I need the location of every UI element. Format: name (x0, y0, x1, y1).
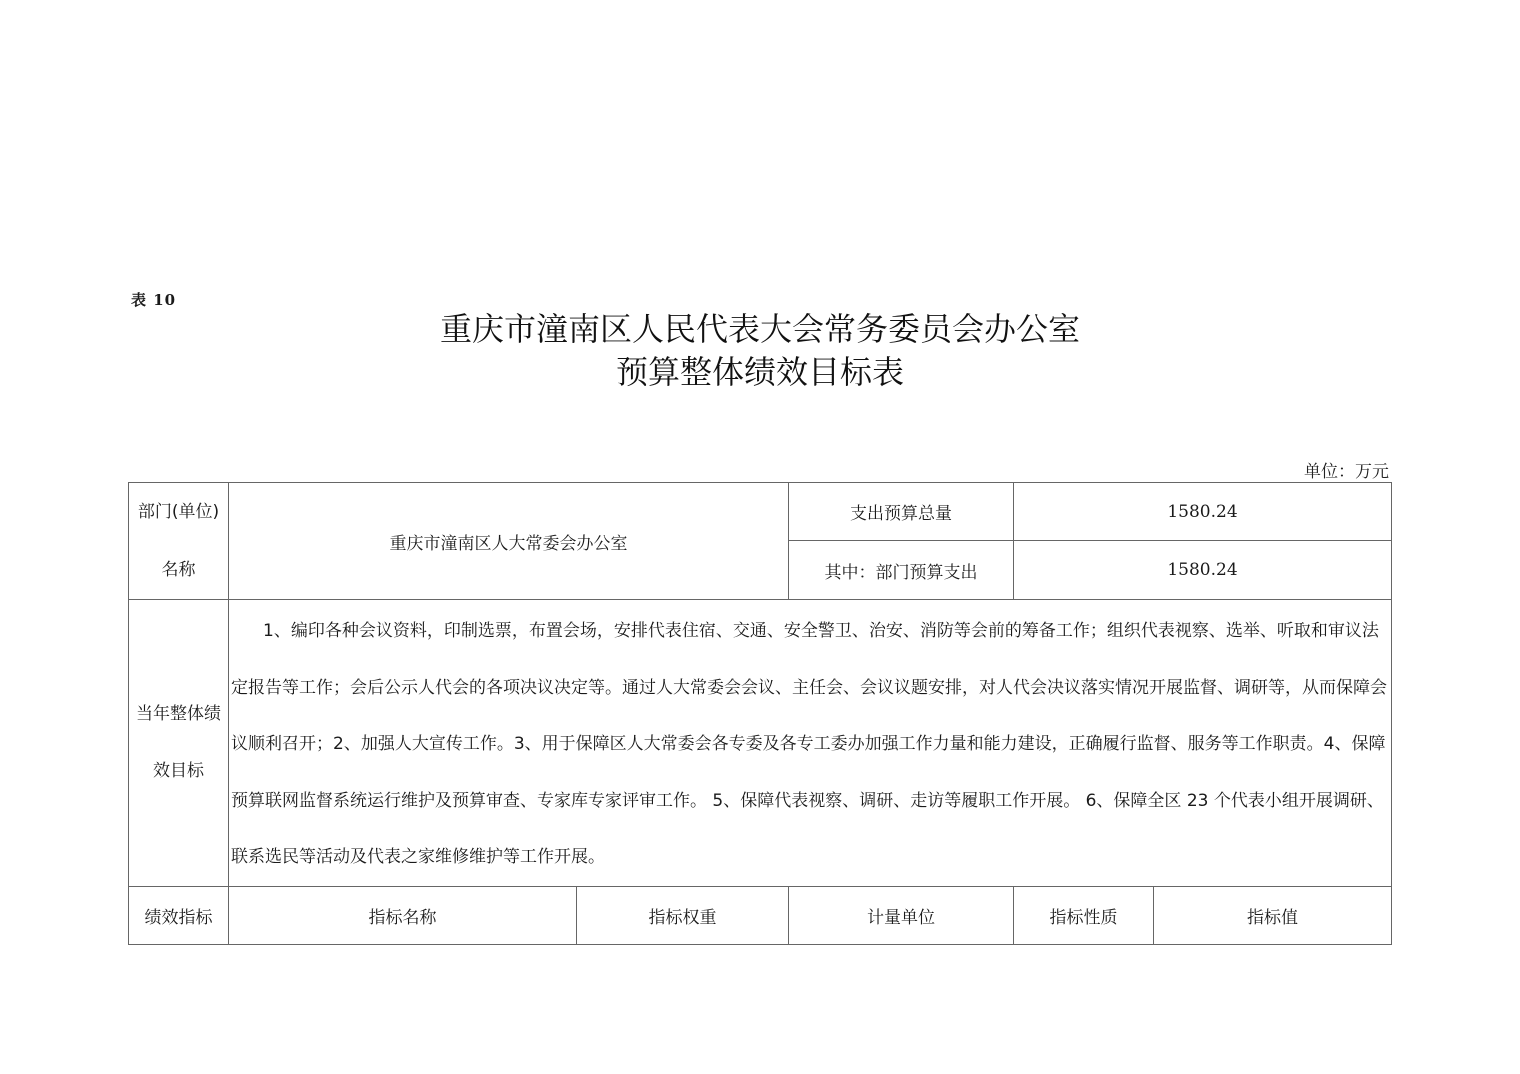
table-row (129, 600, 1392, 887)
dept-label-cell (129, 483, 229, 600)
performance-goal-table (128, 482, 1392, 945)
document-title-line1: 重庆市潼南区人民代表大会常务委员会办公室 (439, 310, 1080, 348)
dept-budget-value: 1580.24 (1014, 541, 1392, 600)
dept-name-cell: 重庆市潼南区人大常委会办公室 (229, 483, 789, 600)
column-header-unit: 计量单位 (789, 886, 1014, 944)
total-budget-value: 1580.24 (1014, 483, 1392, 541)
total-budget-label: 支出预算总量 (789, 483, 1014, 541)
table-row (129, 886, 1392, 944)
goals-label-cell (129, 600, 229, 887)
goals-label-line1: 当年整体绩 (136, 703, 221, 724)
unit-label: 单位：万元 (1304, 462, 1389, 482)
column-header-indicator-name: 指标名称 (229, 886, 577, 944)
table-row (129, 483, 1392, 541)
dept-label-line2: 名称 (161, 560, 196, 580)
dept-label-line1: 部门(单位) (137, 502, 220, 522)
column-header-value: 指标值 (1154, 886, 1392, 944)
table-number: 表 10 (131, 291, 177, 309)
goals-label-line2: 效目标 (153, 760, 204, 781)
perf-label: 绩效指标 (129, 886, 229, 944)
dept-budget-label: 其中：部门预算支出 (789, 541, 1014, 600)
goals-text: 1、编印各种会议资料，印制选票，布置会场，安排代表住宿、交通、安全警卫、治安、消防等会前的筹备工作；组织代表视察、选举、听取和审议法定报告等工作；会后公示人代会的各项决议决定等。通过人大常委会会议、主任会、会议议题安排，对人代会决议落实情况开展监督、调研等，从而保障会议顺利召开；2、加强人大宣传工作。3、用于保障区人大常委会各专委及各专工委办加强工作力量和能力建设，正确履行监督、服务等工作职责。4、保障预算联网监督系统运行维护及预算审查、专家库专家评审工作。 5、保障代表视察、调研、走访等履职工作开展。 6、保障全区 23 个代表小组开展调研、联系选民等活动及代表之家维修维护等工作开展。 (229, 600, 1392, 887)
document-title-line2: 预算整体绩效目标表 (615, 353, 904, 391)
column-header-indicator-weight: 指标权重 (577, 886, 789, 944)
column-header-nature: 指标性质 (1014, 886, 1154, 944)
